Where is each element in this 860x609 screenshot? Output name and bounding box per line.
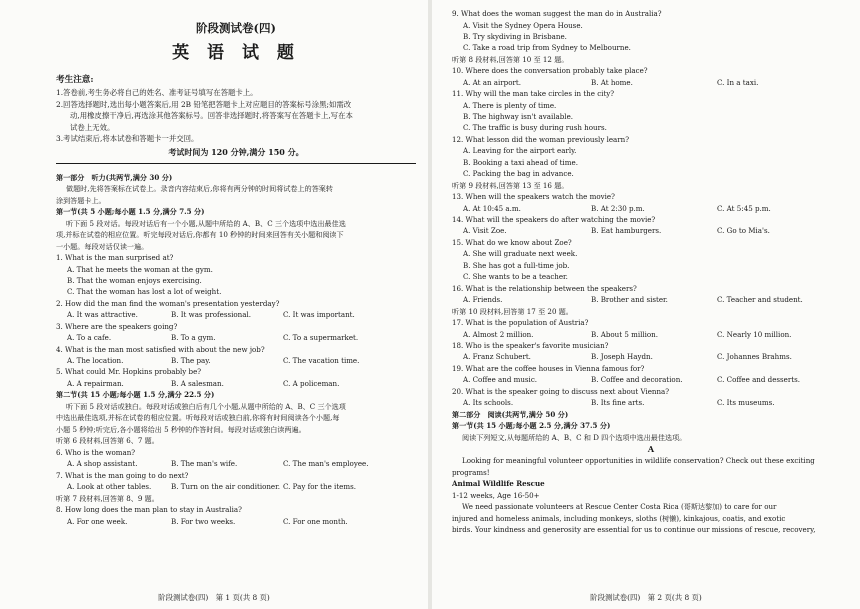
part-title: 第二部分 阅读(共两节,满分 50 分) xyxy=(452,409,569,419)
question-15: 15. What do we know about Zoe? xyxy=(452,237,572,247)
option: B. The pay. xyxy=(171,356,211,366)
option: A. To a cafe. xyxy=(67,333,112,343)
option: A. At 10:45 a.m. xyxy=(463,203,521,213)
instruction-line: 阅读下列短文,从每题所给的 A、B、C 和 D 四个选项中选出最佳选项。 xyxy=(462,432,687,442)
option-row xyxy=(452,77,850,88)
divider xyxy=(56,163,416,164)
passage-line: birds. Your kindness and generosity are essential for us to continue our missions of rescue, recovery, xyxy=(452,525,816,535)
option-row xyxy=(452,225,850,236)
option: B. That the woman enjoys exercising. xyxy=(67,275,202,285)
option: C. Packing the bag in advance. xyxy=(463,169,574,179)
option: B. Joseph Haydn. xyxy=(591,352,653,362)
option: B. Try skydiving in Brisbane. xyxy=(463,31,567,41)
instruction-line: 一小题。每段对话仅读一遍。 xyxy=(56,241,149,251)
option: B. Brother and sister. xyxy=(591,295,668,305)
option: C. She wants to be a teacher. xyxy=(463,272,568,282)
note-line: 试卷上无效。 xyxy=(70,122,115,132)
option: C. Teacher and student. xyxy=(717,295,803,305)
option-row xyxy=(452,374,850,385)
listening-prompt: 听第 7 段材料,回答第 8、9 题。 xyxy=(56,493,159,503)
question-8: 8. How long does the man plan to stay in Australia? xyxy=(56,505,242,515)
option: C. At 5:45 p.m. xyxy=(717,203,771,213)
question-5: 5. What could Mr. Hopkins probably be? xyxy=(56,367,202,377)
question-20: 20. What is the speaker going to discuss next about Vienna? xyxy=(452,386,670,396)
option: C. Go to Mia's. xyxy=(717,226,770,236)
instruction-line: 做题时,先将答案标在试卷上。录音内容结束后,你将有两分钟的时间将试卷上的答案转 xyxy=(66,184,333,193)
page-footer: 阶段测试卷(四) 第 2 页(共 8 页) xyxy=(590,593,702,602)
instruction-line: 项,并标在试卷的相应位置。听完每段对话后,你都有 10 秒钟的时间来回答有关小题和阅读下 xyxy=(56,230,344,239)
part-title: 第一部分 听力(共两节,满分 30 分) xyxy=(56,172,173,182)
note-line: 1.答卷前,考生务必将自己的姓名、准考证号填写在答题卡上。 xyxy=(56,88,258,97)
question-10: 10. Where does the conversation probably take place? xyxy=(452,66,648,76)
option: A. A repairman. xyxy=(67,378,124,388)
time-info: 考试时间为 120 分钟,满分 150 分。 xyxy=(168,146,304,157)
option: C. Coffee and desserts. xyxy=(717,375,801,385)
question-12: 12. What lesson did the woman previously learn? xyxy=(452,134,630,144)
section-title: 第一节(共 5 小题;每小题 1.5 分,满分 7.5 分) xyxy=(56,207,205,216)
option: B. At home. xyxy=(591,77,633,87)
option: A. Friends. xyxy=(463,295,503,305)
option: A. Its schools. xyxy=(463,398,514,408)
option: C. A policeman. xyxy=(283,378,340,388)
question-16: 16. What is the relationship between the speakers? xyxy=(452,283,637,293)
option: B. The highway isn't available. xyxy=(463,112,574,122)
page-footer: 阶段测试卷(四) 第 1 页(共 8 页) xyxy=(158,593,270,602)
question-7: 7. What is the man going to do next? xyxy=(56,470,189,480)
listening-prompt: 听第 9 段材料,回答第 13 至 16 题。 xyxy=(452,180,569,190)
question-13: 13. When will the speakers watch the movie? xyxy=(452,192,615,202)
option: B. Turn on the air conditioner. xyxy=(171,482,280,492)
passage-line: We need passionate volunteers at Rescue Center Costa Rica (哥斯达黎加) to care for our xyxy=(462,502,777,512)
option-row xyxy=(452,397,850,408)
instruction-line: 听下面 5 段对话。每段对话后有一个小题,从题中所给的 A、B、C 三个选项中选出最佳选 xyxy=(66,218,346,228)
option: B. To a gym. xyxy=(171,333,216,343)
option: C. It was important. xyxy=(283,310,355,320)
exam-title: 阶段测试卷(四) xyxy=(196,21,276,35)
note-line: 动,用橡皮擦干净后,再选涂其他答案标号。回答非选择题时,将答案写在答题卡上,写在本 xyxy=(70,111,353,120)
question-17: 17. What is the population of Austria? xyxy=(452,318,589,327)
option: C. In a taxi. xyxy=(717,77,759,87)
option: A. Look at other tables. xyxy=(67,482,152,492)
option: C. The vacation time. xyxy=(283,356,360,366)
section-title: 第一节(共 15 小题;每小题 2.5 分,满分 37.5 分) xyxy=(452,421,611,431)
exam-page-1 xyxy=(0,0,428,609)
passage-line: programs! xyxy=(452,467,490,477)
option: A. The location. xyxy=(67,356,124,366)
instruction-line: 中选出最佳选项,并标在试卷的相应位置。听每段对话或独白前,你将有时间阅读各个小题,每 xyxy=(56,413,340,423)
option-row xyxy=(56,309,416,320)
question-9: 9. What does the woman suggest the man do in Australia? xyxy=(452,9,662,18)
notes-title: 考生注意: xyxy=(56,75,94,85)
exam-subject: 英 语 试 题 xyxy=(172,43,300,63)
option: B. Booking a taxi ahead of time. xyxy=(463,157,578,167)
section-title: 第二节(共 15 小题;每小题 1.5 分,满分 22.5 分) xyxy=(56,390,215,400)
instruction-line: 涂到答题卡上。 xyxy=(56,195,106,205)
option: B. She has got a full-time job. xyxy=(463,260,570,270)
option: C. Pay for the items. xyxy=(283,482,356,492)
option-row xyxy=(452,294,850,305)
program-title: Animal Wildlife Rescue xyxy=(452,479,545,489)
option-row xyxy=(56,332,416,343)
option: A. Almost 2 million. xyxy=(463,329,534,339)
option: A. Franz Schubert. xyxy=(463,352,531,362)
option: B. Eat hamburgers. xyxy=(591,226,662,236)
instruction-line: 听下面 5 段对话或独白。每段对话或独白后有几个小题,从题中所给的 A、B、C 三个选项 xyxy=(66,401,346,411)
option: A. She will graduate next week. xyxy=(463,249,578,259)
option-row xyxy=(452,203,850,214)
option: C. To a supermarket. xyxy=(283,333,359,343)
option-row xyxy=(56,458,416,469)
listening-prompt: 听第 6 段材料,回答第 6、7 题。 xyxy=(56,436,159,446)
option: C. Take a road trip from Sydney to Melbourne. xyxy=(463,43,631,53)
passage-letter: A xyxy=(647,444,655,455)
option: B. Its fine arts. xyxy=(591,398,645,408)
option: A. There is plenty of time. xyxy=(463,100,557,110)
option: C. The man's employee. xyxy=(283,459,369,469)
question-18: 18. Who is the speaker's favorite musician? xyxy=(452,340,609,350)
question-3: 3. Where are the speakers going? xyxy=(56,321,178,331)
question-14: 14. What will the speakers do after watching the movie? xyxy=(452,214,656,224)
option: A. For one week. xyxy=(67,516,128,526)
option: A. At an airport. xyxy=(463,77,521,87)
question-1: 1. What is the man surprised at? xyxy=(56,253,174,262)
option: C. Nearly 10 million. xyxy=(717,329,792,339)
option-row xyxy=(56,355,416,366)
option: C. For one month. xyxy=(283,516,348,526)
listening-prompt: 听第 8 段材料,回答第 10 至 12 题。 xyxy=(452,54,569,64)
listening-prompt: 听第 10 段材料,回答第 17 至 20 题。 xyxy=(452,306,573,316)
option: A. Visit Zoe. xyxy=(463,226,507,236)
option-row xyxy=(56,516,416,527)
option: A. Visit the Sydney Opera House. xyxy=(463,20,583,30)
option: B. The man's wife. xyxy=(171,459,238,469)
question-2: 2. How did the man find the woman's presentation yesterday? xyxy=(56,298,280,308)
option: A. That he meets the woman at the gym. xyxy=(67,264,213,274)
note-line: 3.考试结束后,将本试卷和答题卡一并交回。 xyxy=(56,134,199,143)
option: A. It was attractive. xyxy=(67,310,138,320)
option-row xyxy=(452,351,850,362)
option-row xyxy=(452,329,850,340)
note-line: 2.回答选择题时,选出每小题答案后,用 2B 铅笔把答题卡上对应题目的答案标号涂黑;如需改 xyxy=(56,99,352,109)
question-6: 6. Who is the woman? xyxy=(56,447,136,457)
option-row xyxy=(56,378,416,389)
option: B. For two weeks. xyxy=(171,516,236,526)
option: B. A salesman. xyxy=(171,378,224,388)
instruction-line: 小题 5 秒钟;听完后,各小题将给出 5 秒钟的作答时间。每段对话或独白读两遍。 xyxy=(56,424,306,434)
question-4: 4. What is the man most satisfied with about the new job? xyxy=(56,344,265,354)
option: B. At 2:30 p.m. xyxy=(591,203,645,213)
option: B. It was professional. xyxy=(171,310,251,320)
option-row xyxy=(56,481,416,492)
option: C. The traffic is busy during rush hours. xyxy=(463,123,607,133)
option: B. Coffee and decoration. xyxy=(591,375,683,385)
passage-line: injured and homeless animals, including monkeys, sloths (树懒), kinkajous, coatis, and exotic xyxy=(452,513,786,523)
question-11: 11. Why will the man take circles in the city? xyxy=(452,89,615,99)
exam-page-2 xyxy=(432,0,860,609)
option: C. Johannes Brahms. xyxy=(717,352,792,362)
question-19: 19. What are the coffee houses in Vienna famous for? xyxy=(452,363,645,373)
option: A. A shop assistant. xyxy=(67,459,138,469)
option: C. That the woman has lost a lot of weight. xyxy=(67,287,222,297)
option: A. Leaving for the airport early. xyxy=(463,146,577,156)
passage-line: Looking for meaningful volunteer opportunities in wildlife conservation? Check out these exciting xyxy=(462,456,815,466)
option: B. About 5 million. xyxy=(591,329,658,339)
option: A. Coffee and music. xyxy=(463,375,538,385)
option: C. Its museums. xyxy=(717,398,775,408)
program-meta: 1-12 weeks, Age 16-50+ xyxy=(452,490,540,500)
